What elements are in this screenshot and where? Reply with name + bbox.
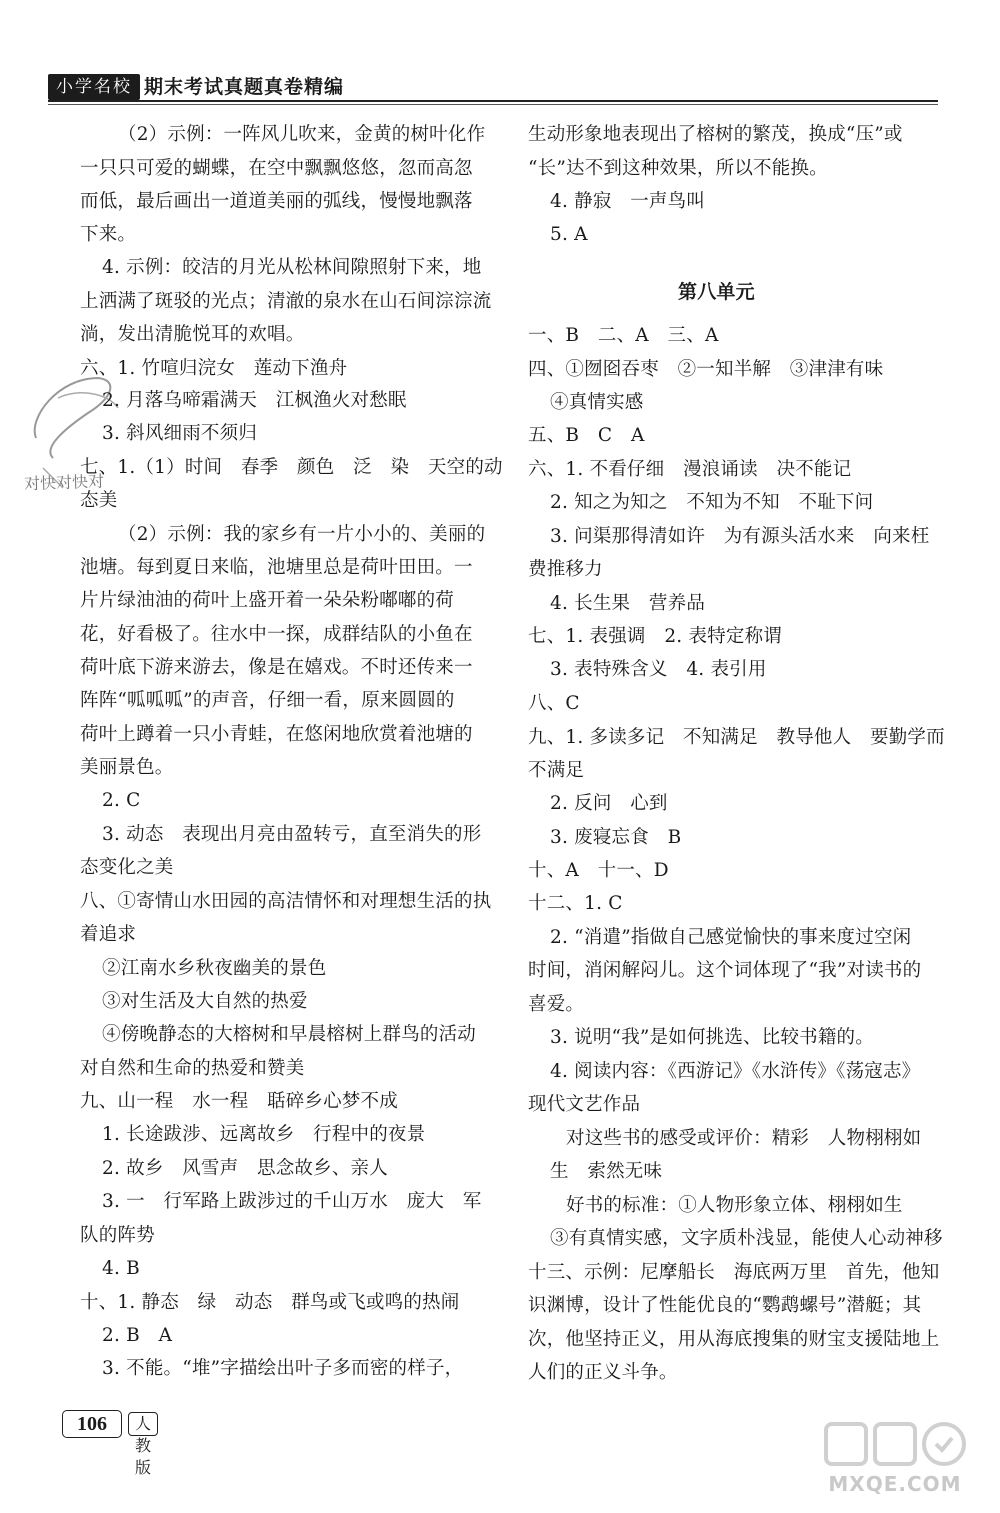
right-column-line: 十二、1. C [528,893,623,914]
left-column-line: 下来。 [80,224,137,245]
left-column-line: 2. B A [102,1325,173,1346]
right-column-line: 现代文艺作品 [528,1094,641,1115]
left-column-line: 对自然和生命的热爱和赞美 [80,1058,305,1079]
right-column-line: 4. 阅读内容：《西游记》《水浒传》《荡寇志》 [550,1061,921,1082]
right-column-line: ③有真情实感，文字质朴浅显，能使人心动神移 [550,1228,943,1249]
right-column-line: 2. “消遣”指做自己感觉愉快的事来度过空闲 [550,927,912,948]
left-column-line: 态美 [80,490,118,511]
right-column-line: 十三、示例：尼摩船长 海底两万里 首先，他知 [528,1262,940,1283]
left-column-line: 2. C [102,790,141,811]
right-column-line: 九、1. 多读多记 不知满足 教导他人 要勤学而 [528,727,945,748]
left-column-line: （2）示例：一阵风儿吹来，金黄的树叶化作 [118,124,486,145]
right-column-line: 4. 长生果 营养品 [550,593,706,614]
right-column-line: 生动形象地表现出了榕树的繁茂，换成“压”或 [528,124,903,145]
right-column-line: 3. 说明“我”是如何挑选、比较书籍的。 [550,1027,874,1048]
left-column-line: 六、1. 竹喧归浣女 莲动下渔舟 [80,358,348,379]
left-column-line: （2）示例：我的家乡有一片小小的、美丽的 [118,524,486,545]
right-column-line: 七、1. 表强调 2. 表特定称谓 [528,626,782,647]
header-rule [48,100,938,102]
left-column-line: 花，好看极了。往水中一探，成群结队的小鱼在 [80,624,473,645]
left-column-line: 荷叶上蹲着一只小青蛙，在悠闲地欣赏着池塘的 [80,724,473,745]
right-column-line: 人们的正义斗争。 [528,1362,678,1383]
right-column-line: 次，他坚持正义，用从海底搜集的财宝支援陆地上 [528,1329,940,1350]
left-column-line: 队的阵势 [80,1225,155,1246]
left-column-line: 2. 月落乌啼霜满天 江枫渔火对愁眠 [102,390,407,411]
left-column-line: 池塘。每到夏日来临，池塘里总是荷叶田田。一 [80,557,473,578]
left-column-line: 片片绿油油的荷叶上盛开着一朵朵粉嘟嘟的荷 [80,590,455,611]
page-number: 106 [62,1410,122,1438]
left-column-line: 上洒满了斑驳的光点；清澈的泉水在山石间淙淙流 [80,291,492,312]
watermark-text: MXQE.COM [828,1472,962,1496]
left-column-line: 态变化之美 [80,857,174,878]
left-column-line: ③对生活及大自然的热爱 [102,991,308,1012]
left-column-line: 3. 不能。“堆”字描绘出叶子多而密的样子， [102,1358,464,1379]
right-column-line: 十、A 十一、D [528,860,669,881]
right-column-line: 好书的标准：①人物形象立体、栩栩如生 [566,1195,903,1216]
left-column-line: 荷叶底下游来游去，像是在嬉戏。不时还传来一 [80,657,473,678]
edition-badge: 人教版 [128,1412,158,1436]
watermark-logo-icon [820,1418,970,1474]
watermark [820,1418,970,1498]
right-column-line: ④真情实感 [550,392,644,413]
right-column-line: 3. 问渠那得清如许 为有源头活水来 向来枉 [550,526,930,547]
left-column-line: 4. 示例：皎洁的月光从松林间隙照射下来，地 [102,257,482,278]
right-column-line: 2. 反问 心到 [550,793,668,814]
left-column-line: 而低，最后画出一道道美丽的弧线，慢慢地飘落 [80,191,473,212]
left-column-line: 一只只可爱的蝴蝶，在空中飘飘悠悠，忽而高忽 [80,158,473,179]
right-column-line: 五、B C A [528,425,645,446]
left-column-line: 着追求 [80,924,137,945]
right-column-line: 一、B 二、A 三、A [528,325,719,346]
right-column-line: 2. 知之为知之 不知为不知 不耻下问 [550,492,874,513]
left-column-line: 3. 一 行军路上跋涉过的千山万水 庞大 军 [102,1191,482,1212]
right-column-line: 第八单元 [678,281,755,303]
handwritten-note: 对快对快对 [23,471,105,494]
right-column-line: 时间，消闲解闷儿。这个词体现了“我”对读书的 [528,960,922,981]
right-column-line: 喜爱。 [528,994,585,1015]
right-column-line: 八、C [528,693,580,714]
page-header [48,72,938,102]
right-column-line: 5. A [550,224,588,245]
header-rule-thin [48,104,938,105]
series-title: 期末考试真题真卷精编 [144,76,345,98]
left-column-line: 七、1.（1）时间 春季 颜色 泛 染 天空的动 [80,457,503,478]
right-column-line: 不满足 [528,760,585,781]
left-column-line: ②江南水乡秋夜幽美的景色 [102,958,327,979]
left-column-line: 3. 斜风细雨不须归 [102,423,258,444]
left-column-line: 十、1. 静态 绿 动态 群鸟或飞或鸣的热闹 [80,1292,460,1313]
left-column-line: 3. 动态 表现出月亮由盈转亏，直至消失的形 [102,824,482,845]
left-column-line: 4. B [102,1258,140,1279]
right-column-line: 生 索然无味 [550,1161,663,1182]
left-column-line: 八、①寄情山水田园的高洁情怀和对理想生活的执 [80,891,492,912]
right-column-line: 对这些书的感受或评价：精彩 人物栩栩如 [566,1128,922,1149]
left-column-line: 美丽景色。 [80,757,174,778]
left-column-line: 2. 故乡 风雪声 思念故乡、亲人 [102,1158,388,1179]
right-column-line: 4. 静寂 一声鸟叫 [550,191,706,212]
right-column-line: 六、1. 不看仔细 漫浪诵读 决不能记 [528,459,852,480]
right-column-line: 3. 废寝忘食 B [550,827,682,848]
left-column-line: 阵阵“呱呱呱”的声音，仔细一看，原来圆圆的 [80,690,455,711]
left-column-line: ④傍晚静态的大榕树和早晨榕树上群鸟的活动 [102,1024,477,1045]
right-column-line: 四、①囫囵吞枣 ②一知半解 ③津津有味 [528,359,884,380]
brand-label: 小学名校 [48,74,140,100]
right-column-line: 识渊博，设计了性能优良的“鹦鹉螺号”潜艇；其 [528,1295,922,1316]
right-column-line: 3. 表特殊含义 4. 表引用 [550,659,767,680]
left-column-line: 九、山一程 水一程 聒碎乡心梦不成 [80,1091,398,1112]
right-column-line: “长”达不到这种效果，所以不能换。 [528,158,828,179]
right-column-line: 费推移力 [528,559,603,580]
left-column-line: 淌，发出清脆悦耳的欢唱。 [80,324,305,345]
left-column-line: 1. 长途跋涉、远离故乡 行程中的夜景 [102,1124,426,1145]
